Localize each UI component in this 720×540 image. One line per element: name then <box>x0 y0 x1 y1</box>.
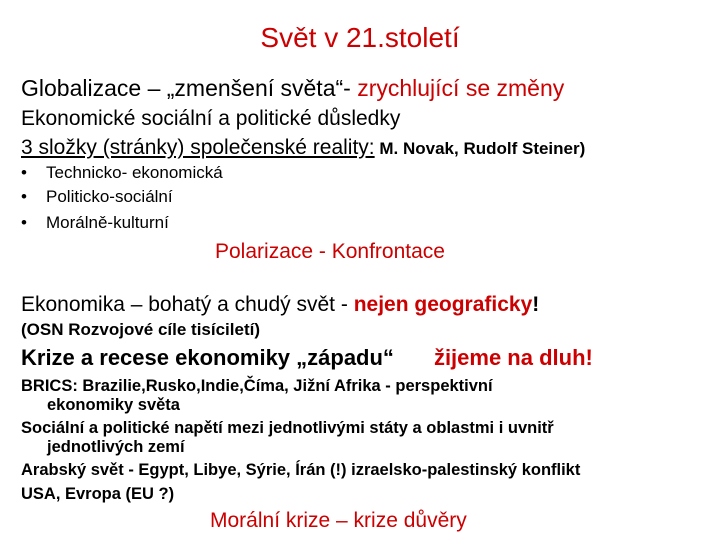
economy-text: Ekonomika – bohatý a chudý svět - <box>21 293 354 316</box>
exclamation-text: ! <box>532 293 540 316</box>
debt-text: žijeme na dluh! <box>433 345 593 370</box>
authors-text: M. Novak, Rudolf Steiner) <box>374 139 586 158</box>
osn-goals-line: (OSN Rozvojové cíle tisíciletí) <box>21 320 261 339</box>
components-heading: 3 složky (stránky) společenské reality: <box>21 136 375 159</box>
bullet-glyph: • <box>21 187 27 206</box>
bullet-glyph: • <box>21 163 27 182</box>
polarization-heading: Polarizace - Konfrontace <box>215 240 445 263</box>
crisis-text: Krize a recese ekonomiky „západu“ <box>21 345 394 370</box>
bullet-item <box>21 187 173 207</box>
brics-line-1: BRICS: Brazilie,Rusko,Indie,Číma, Jižní Afrika - perspektivní <box>21 377 493 395</box>
components-line <box>21 136 585 160</box>
moral-crisis-heading: Morální krize – krize důvěry <box>210 509 467 532</box>
globalization-line <box>21 75 564 102</box>
usa-europe-line: USA, Evropa (EU ?) <box>21 485 175 503</box>
social-line-1: Sociální a politické napětí mezi jednotlivými státy a oblastmi i uvnitř <box>21 419 554 437</box>
social-line-2: jednotlivých zemí <box>47 438 185 456</box>
bullet-text: Morálně-kulturní <box>46 213 169 232</box>
globalization-text: Globalizace – „zmenšení světa“- <box>21 75 358 101</box>
brics-line-2: ekonomiky světa <box>47 396 180 414</box>
arab-world-line: Arabský svět - Egypt, Libye, Sýrie, Írán (!) izraelsko-palestinský konflikt <box>21 461 581 479</box>
social-tension-paragraph <box>21 419 554 457</box>
crisis-line <box>21 345 593 371</box>
geographic-text: nejen geograficky <box>353 293 533 316</box>
slide-title: Svět v 21.století <box>260 22 460 53</box>
bullet-text: Technicko- ekonomická <box>46 163 223 182</box>
bullet-item <box>21 213 169 233</box>
brics-paragraph <box>21 377 493 415</box>
accelerating-changes-text: zrychlující se změny <box>357 75 565 101</box>
bullet-glyph: • <box>21 213 27 232</box>
economy-line <box>21 293 539 317</box>
bullet-item <box>21 163 223 183</box>
consequences-line: Ekonomické sociální a politické důsledky <box>21 107 401 130</box>
bullet-text: Politicko-sociální <box>46 187 173 206</box>
